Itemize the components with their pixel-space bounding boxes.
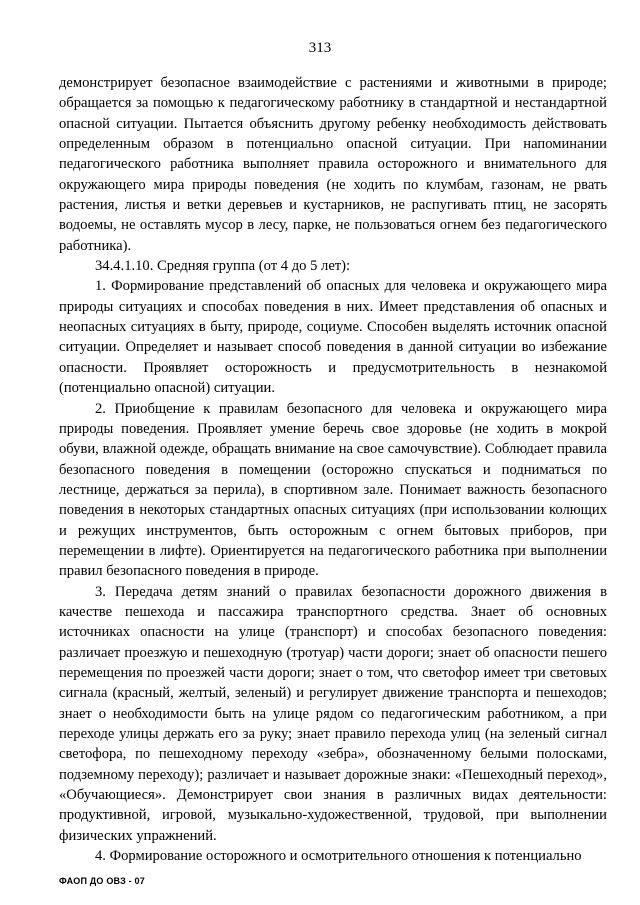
page-footer: ФАОП ДО ОВЗ - 07 <box>59 876 145 886</box>
paragraph-item-2: 2. Приобщение к правилам безопасного для человека и окружающего мира природы поведения. Проявляет умение беречь свое здоровье (не ходить в мокрой обуви, влажной одежде, обращать внимание на свое самочувствие). Соблюдает правила безопасного поведения в помещении (осторожно спускаться и подниматься по лестнице, держаться за перила), в спортивном зале. Понимает важность безопасного поведения в некоторых стандартных опасных ситуациях (при использовании колющих и режущих инструментов, быть осторожным с огнем бытовых приборов, при перемещении в лифте). Ориентируется на педагогического работника при выполнении правил безопасного поведения в природе. <box>59 400 607 580</box>
paragraph-item-4: 4. Формирование осторожного и осмотрительного отношения к потенциально <box>95 848 582 865</box>
paragraph-item-1: 1. Формирование представлений об опасных для человека и окружающего мира природы ситуациях и способах поведения в них. Имеет представления об опасных и неопасных ситуациях в быту, природе, социуме. Способен выделять источник опасной ситуации. Определяет и называет способ поведения в данной ситуации во избежание опасности. Проявляет осторожность и предусмотрительность в незнакомой (потенциально опасной) ситуации. <box>59 278 607 397</box>
paragraph-continuation: демонстрирует безопасное взаимодействие с растениями и животными в природе; обращается за помощью к педагогическому работнику в стандартной и нестандартной опасной ситуации. Пытается объяснить другому ребенку необходимость действовать определенным образом в потенциально опасной ситуации. При напоминании педагогического работника выполняет правила осторожного и внимательного для окружающего мира природы поведения (не ходить по клумбам, газонам, не рвать растения, листья и ветки деревьев и кустарников, не распугивать птиц, не засорять водоемы, не оставлять мусор в лесу, парке, не пользоваться огнем без педагогического работника). <box>59 75 607 254</box>
paragraph-item-3: 3. Передача детям знаний о правилах безопасности дорожного движения в качестве пешехода и пассажира транспортного средства. Знает об основных источниках опасности на улице (транспорт) и способах безопасного поведения: различает проезжую и пешеходную (тротуар) части дороги; знает об опасности пешего перемещения по проезжей части дороги; знает о том, что светофор имеет три световых сигнала (красный, желтый, зеленый) и регулирует движение транспорта и пешеходов; знает о необходимости быть на улице рядом со педагогическим работником, а при переходе улицы держать его за руку; знает правило перехода улиц (на зеленый сигнал светофора, по пешеходному переходу «зебра», обозначенному белыми полосками, подземному переходу); различает и называет дорожные знаки: «Пешеходный переход», «Обучающиеся». Демонстрирует свои знания в различных видах деятельности: продуктивной, игровой, музыкально-художественной, трудовой, при выполнении физических упражнений. <box>59 583 607 844</box>
section-heading: 34.4.1.10. Средняя группа (от 4 до 5 лет): <box>95 258 351 275</box>
page-number: 313 <box>308 40 332 56</box>
page-body <box>59 73 607 866</box>
